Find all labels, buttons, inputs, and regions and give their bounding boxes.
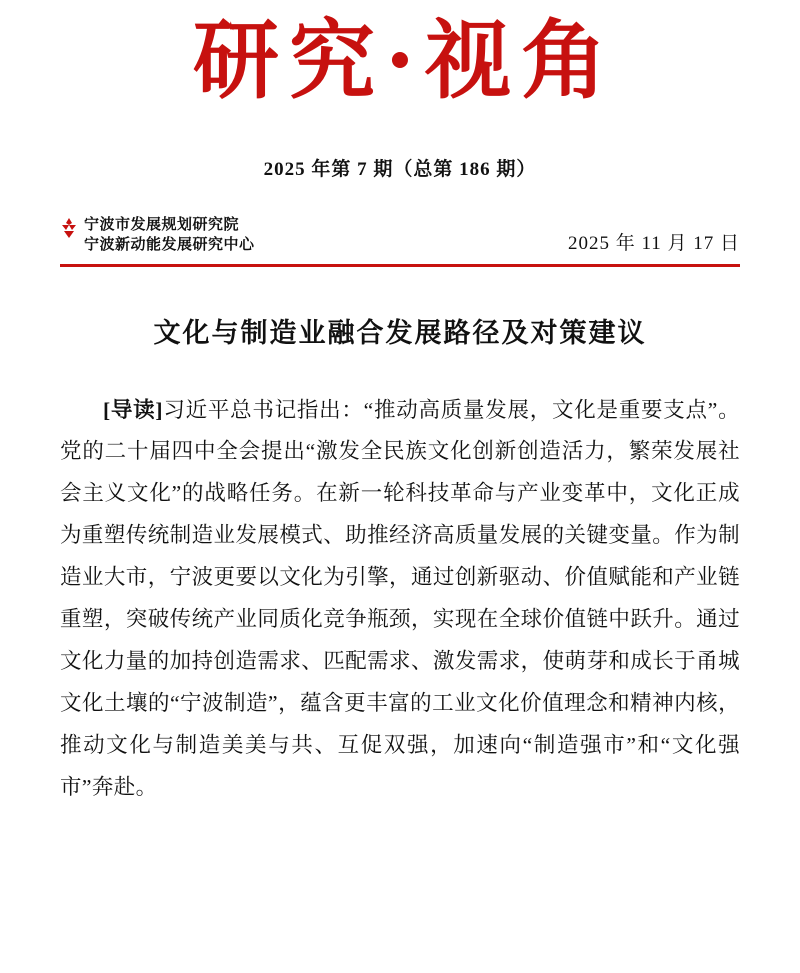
publisher-row (60, 215, 740, 262)
publisher-names (84, 215, 255, 256)
lead-tag: [导读] (103, 397, 163, 422)
lead-paragraph (60, 390, 740, 809)
masthead (60, 0, 740, 111)
article-body (60, 390, 740, 809)
publication-title: 研究·视角 (193, 10, 617, 111)
publisher-identity (60, 215, 255, 256)
article-title: 文化与制造业融合发展路径及对策建议 (153, 317, 647, 348)
issue-number: 2025 年第 7 期（总第 186 期） (263, 159, 537, 180)
publisher-name-line2: 宁波新动能发展研究中心 (84, 237, 255, 254)
header-divider (60, 264, 740, 267)
lead-paragraph-text: 习近平总书记指出：“推动高质量发展，文化是重要支点”。党的二十届四中全会提出“激发全民族文化创新创造活力，繁荣发展社会主义文化”的战略任务。在新一轮科技革命与产业变革中，文化正成为重塑传统制造业发展模式、助推经济高质量发展的关键变量。作为制造业大市，宁波更要以文化为引擎，通过创新驱动、价值赋能和产业链重塑，突破传统产业同质化竞争瓶颈，实现在全球价值链中跃升。通过文化力量的加持创造需求、匹配需求、激发需求，使萌芽和成长于甬城文化土壤的“宁波制造”，蕴含更丰富的工业文化价值理念和精神内核，推动文化与制造美美与共、互促双强，加速向“制造强市”和“文化强市”奔赴。 (60, 397, 741, 799)
publication-date: 2025 年 11 月 17 日 (567, 232, 740, 254)
institute-emblem-icon (60, 218, 78, 238)
publisher-name-line1: 宁波市发展规划研究院 (84, 217, 240, 233)
